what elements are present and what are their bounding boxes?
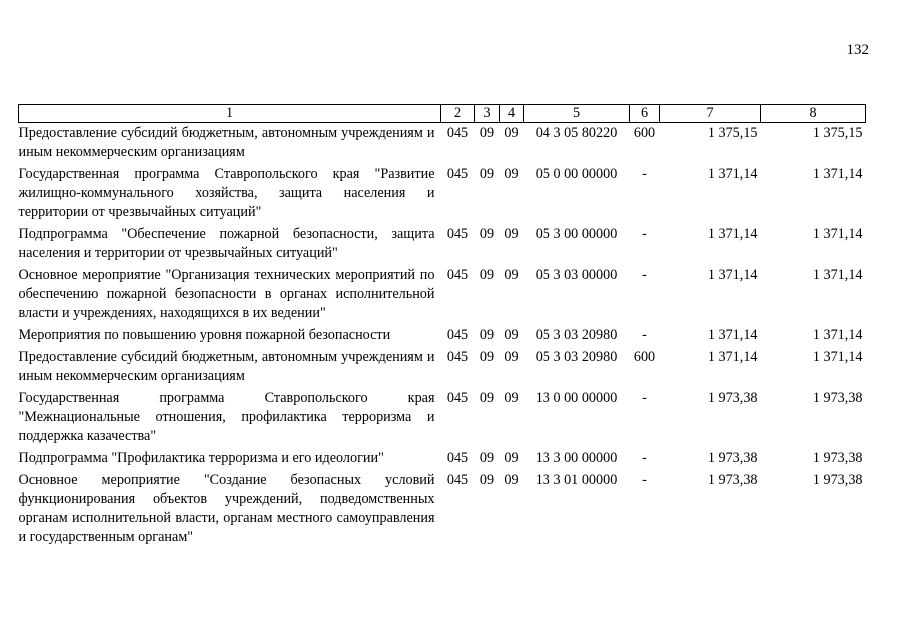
row-name: Государственная программа Ставропольского края "Развитие жилищно-коммунального хозяйства, защита населения и территории от чрезвычайных ситуаций": [18, 166, 435, 220]
table-row: [19, 347, 866, 388]
column-header-7: 7: [660, 105, 761, 123]
table-row: [19, 448, 866, 470]
column-header-1: 1: [19, 105, 441, 123]
row-amount-col8: 1 973,38: [812, 390, 863, 406]
table-row: [19, 470, 866, 549]
row-ministry-code: 045: [446, 166, 469, 182]
row-target-article: 13 3 01 00000: [535, 472, 618, 488]
row-expense-type: -: [642, 226, 647, 242]
row-expense-type: 600: [633, 349, 656, 365]
row-expense-type: -: [642, 267, 647, 283]
row-name: Предоставление субсидий бюджетным, автономным учреждениям и иным некоммерческим организациям: [18, 125, 435, 160]
row-amount-col7: 1 973,38: [707, 472, 758, 488]
row-name: Государственная программа Ставропольского края "Межнациональные отношения, профилактика терроризма и поддержка казачества": [18, 390, 435, 444]
row-section-code: 09: [479, 450, 495, 466]
row-subsection-code: 09: [504, 390, 519, 406]
row-name: Основное мероприятие "Создание безопасных условий функционирования объектов учреждений, подведомственных органам исполнительной власти, органам местного самоуправления и государственным органам": [18, 472, 435, 545]
column-number-header: [19, 105, 866, 123]
column-header-3: 3: [475, 105, 500, 123]
column-header-8: 8: [761, 105, 866, 123]
row-section-code: 09: [479, 349, 495, 365]
row-subsection-code: 09: [504, 349, 519, 365]
row-amount-col7: 1 371,14: [707, 166, 758, 182]
row-amount-col8: 1 973,38: [812, 450, 863, 466]
row-amount-col8: 1 371,14: [812, 349, 863, 365]
budget-table: [18, 104, 866, 549]
row-amount-col8: 1 371,14: [812, 327, 863, 343]
row-amount-col7: 1 371,14: [707, 267, 758, 283]
row-amount-col7: 1 973,38: [707, 390, 758, 406]
row-expense-type: -: [642, 450, 647, 466]
row-subsection-code: 09: [504, 125, 519, 141]
table-row: [19, 164, 866, 224]
row-target-article: 05 0 00 00000: [535, 166, 618, 182]
row-ministry-code: 045: [446, 450, 469, 466]
row-amount-col7: 1 371,14: [707, 226, 758, 242]
row-section-code: 09: [479, 390, 495, 406]
row-ministry-code: 045: [446, 125, 469, 141]
row-subsection-code: 09: [504, 166, 519, 182]
table-row: [19, 325, 866, 347]
row-amount-col8: 1 371,14: [812, 166, 863, 182]
table-row: [19, 388, 866, 448]
column-header-6: 6: [630, 105, 660, 123]
page-number: 132: [846, 42, 869, 58]
row-target-article: 05 3 00 00000: [535, 226, 618, 242]
row-expense-type: 600: [633, 125, 656, 141]
row-expense-type: -: [642, 390, 647, 406]
row-amount-col8: 1 375,15: [812, 125, 863, 141]
column-header-5: 5: [524, 105, 630, 123]
row-ministry-code: 045: [446, 472, 469, 488]
row-name: Мероприятия по повышению уровня пожарной безопасности: [18, 327, 391, 343]
row-target-article: 13 0 00 00000: [535, 390, 618, 406]
row-expense-type: -: [642, 327, 647, 343]
row-ministry-code: 045: [446, 349, 469, 365]
row-ministry-code: 045: [446, 267, 469, 283]
row-subsection-code: 09: [504, 472, 519, 488]
row-subsection-code: 09: [504, 450, 519, 466]
row-name: Основное мероприятие "Организация технических мероприятий по обеспечению пожарной безопасности в органах исполнительной власти и учреждениях, находящихся в их ведении": [18, 267, 435, 321]
table-row: [19, 265, 866, 325]
row-amount-col8: 1 371,14: [812, 267, 863, 283]
row-amount-col7: 1 973,38: [707, 450, 758, 466]
row-amount-col8: 1 371,14: [812, 226, 863, 242]
row-target-article: 04 3 05 80220: [535, 125, 618, 141]
row-expense-type: -: [642, 472, 647, 488]
row-subsection-code: 09: [504, 267, 519, 283]
row-subsection-code: 09: [504, 226, 519, 242]
row-name: Предоставление субсидий бюджетным, автономным учреждениям и иным некоммерческим организациям: [18, 349, 435, 384]
row-section-code: 09: [479, 166, 495, 182]
row-name: Подпрограмма "Обеспечение пожарной безопасности, защита населения и территории от чрезвычайных ситуаций": [18, 226, 435, 261]
row-ministry-code: 045: [446, 390, 469, 406]
table-row: [19, 123, 866, 165]
row-amount-col7: 1 375,15: [707, 125, 758, 141]
row-section-code: 09: [479, 267, 495, 283]
row-section-code: 09: [479, 226, 495, 242]
row-ministry-code: 045: [446, 226, 469, 242]
row-section-code: 09: [479, 472, 495, 488]
column-header-4: 4: [500, 105, 524, 123]
row-section-code: 09: [479, 327, 495, 343]
row-amount-col8: 1 973,38: [812, 472, 863, 488]
row-target-article: 05 3 03 20980: [535, 327, 618, 343]
row-target-article: 13 3 00 00000: [535, 450, 618, 466]
row-section-code: 09: [479, 125, 495, 141]
row-amount-col7: 1 371,14: [707, 349, 758, 365]
row-target-article: 05 3 03 20980: [535, 349, 618, 365]
row-amount-col7: 1 371,14: [707, 327, 758, 343]
row-expense-type: -: [642, 166, 647, 182]
row-subsection-code: 09: [504, 327, 519, 343]
column-header-2: 2: [441, 105, 475, 123]
row-ministry-code: 045: [446, 327, 469, 343]
row-name: Подпрограмма "Профилактика терроризма и его идеологии": [18, 450, 384, 466]
table-row: [19, 224, 866, 265]
row-target-article: 05 3 03 00000: [535, 267, 618, 283]
